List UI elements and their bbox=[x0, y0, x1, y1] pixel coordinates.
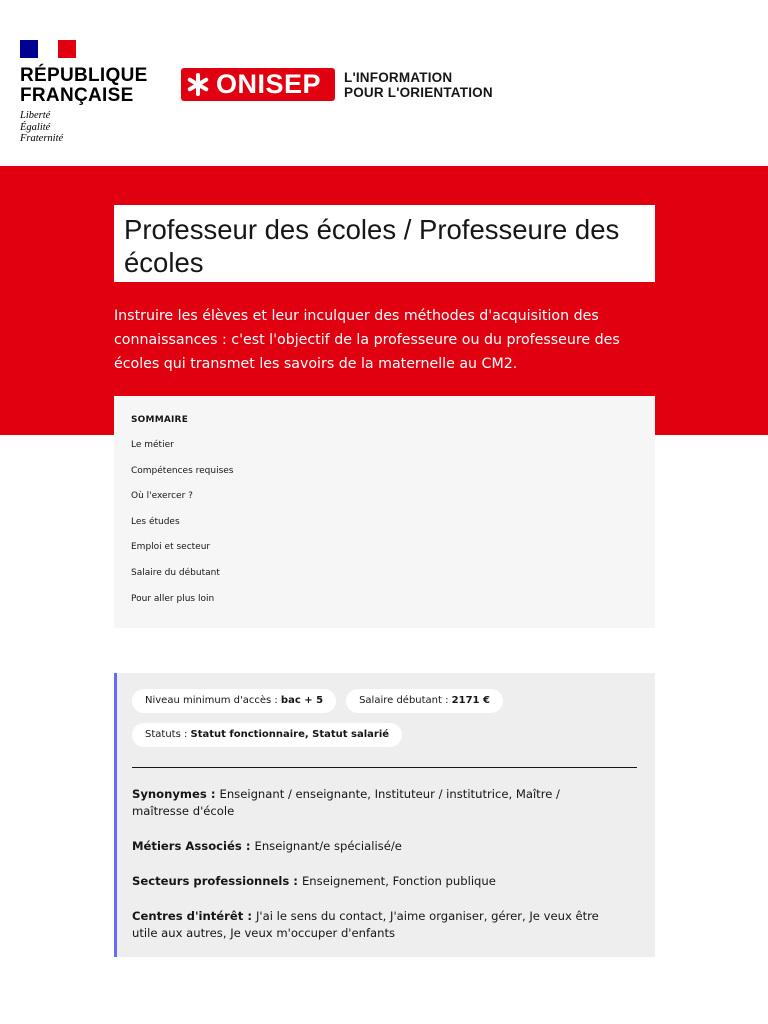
page-title-box bbox=[114, 205, 655, 282]
info-metiers-associes bbox=[132, 838, 612, 855]
toc-item-competences[interactable]: Compétences requises bbox=[131, 465, 234, 476]
tag-value: Statut fonctionnaire, Statut salarié bbox=[190, 729, 390, 740]
hero-lead: Instruire les élèves et leur inculquer des méthodes d'acquisition des connaissances : c'est l'objectif de la professeure ou du professeure des écoles qui transmet les savoirs de la maternelle au CM2. bbox=[114, 308, 620, 372]
onisep-star-icon bbox=[185, 72, 210, 97]
tag-value: bac + 5 bbox=[280, 695, 324, 706]
tag-value: 2171 € bbox=[451, 695, 490, 706]
info-centres-interet bbox=[132, 908, 612, 942]
page-title: Professeur des écoles / Professeure des écoles bbox=[124, 214, 620, 278]
job-tags bbox=[132, 689, 512, 747]
rf-title-line1: RÉPUBLIQUE bbox=[20, 65, 148, 86]
info-value: Enseignement, Fonction publique bbox=[301, 874, 496, 888]
info-value: J'ai le sens du contact, J'aime organiser, gérer, Je veux être utile aux autres, Je veux m'occuper d'enfants bbox=[132, 909, 599, 940]
rf-title-line2: FRANÇAISE bbox=[20, 85, 134, 106]
info-value: Enseignant/e spécialisé/e bbox=[254, 839, 402, 853]
onisep-wordmark: ONISEP bbox=[216, 69, 322, 99]
motto-egalite: Égalité bbox=[20, 121, 51, 133]
info-secteurs bbox=[132, 873, 612, 890]
job-info-card bbox=[114, 673, 655, 957]
info-synonymes bbox=[132, 786, 612, 820]
onisep-logo-link[interactable] bbox=[181, 68, 493, 101]
tag-label: Salaire débutant : bbox=[359, 695, 452, 706]
marianne-flag-icon bbox=[20, 40, 76, 58]
table-of-contents bbox=[114, 396, 655, 628]
onisep-tagline bbox=[344, 70, 493, 100]
info-label: Centres d'intérêt : bbox=[132, 909, 256, 923]
tag-label: Niveau minimum d'accès : bbox=[145, 695, 281, 706]
toc-item-aller-plus-loin[interactable]: Pour aller plus loin bbox=[131, 593, 215, 604]
site-header bbox=[0, 0, 768, 166]
info-label: Secteurs professionnels : bbox=[132, 874, 302, 888]
toc-title: SOMMAIRE bbox=[131, 415, 189, 425]
toc-item-etudes[interactable]: Les études bbox=[131, 516, 180, 527]
info-label: Métiers Associés : bbox=[132, 839, 255, 853]
tag-salaire bbox=[346, 689, 503, 713]
tag-statuts bbox=[132, 723, 402, 747]
tag-niveau-acces bbox=[132, 689, 336, 713]
tagline-line1: L'INFORMATION bbox=[344, 69, 453, 85]
toc-item-emploi[interactable]: Emploi et secteur bbox=[131, 542, 211, 553]
motto-fraternite: Fraternité bbox=[20, 133, 64, 144]
tag-label: Statuts : bbox=[145, 729, 191, 740]
motto-liberte: Liberté bbox=[20, 110, 51, 121]
toc-item-ou-exercer[interactable]: Où l'exercer ? bbox=[131, 491, 193, 502]
tagline-line2: POUR L'ORIENTATION bbox=[344, 84, 493, 100]
rf-motto bbox=[20, 110, 148, 145]
info-value: Enseignant / enseignante, Instituteur / institutrice, Maître / maîtresse d'école bbox=[132, 787, 560, 818]
toc-item-salaire[interactable]: Salaire du débutant bbox=[131, 567, 220, 578]
info-label: Synonymes : bbox=[132, 787, 220, 801]
rf-title bbox=[20, 66, 148, 106]
republique-francaise-logo[interactable] bbox=[20, 40, 148, 145]
onisep-logo bbox=[181, 68, 335, 101]
toc-item-le-metier[interactable]: Le métier bbox=[131, 440, 174, 450]
card-divider bbox=[132, 767, 637, 768]
